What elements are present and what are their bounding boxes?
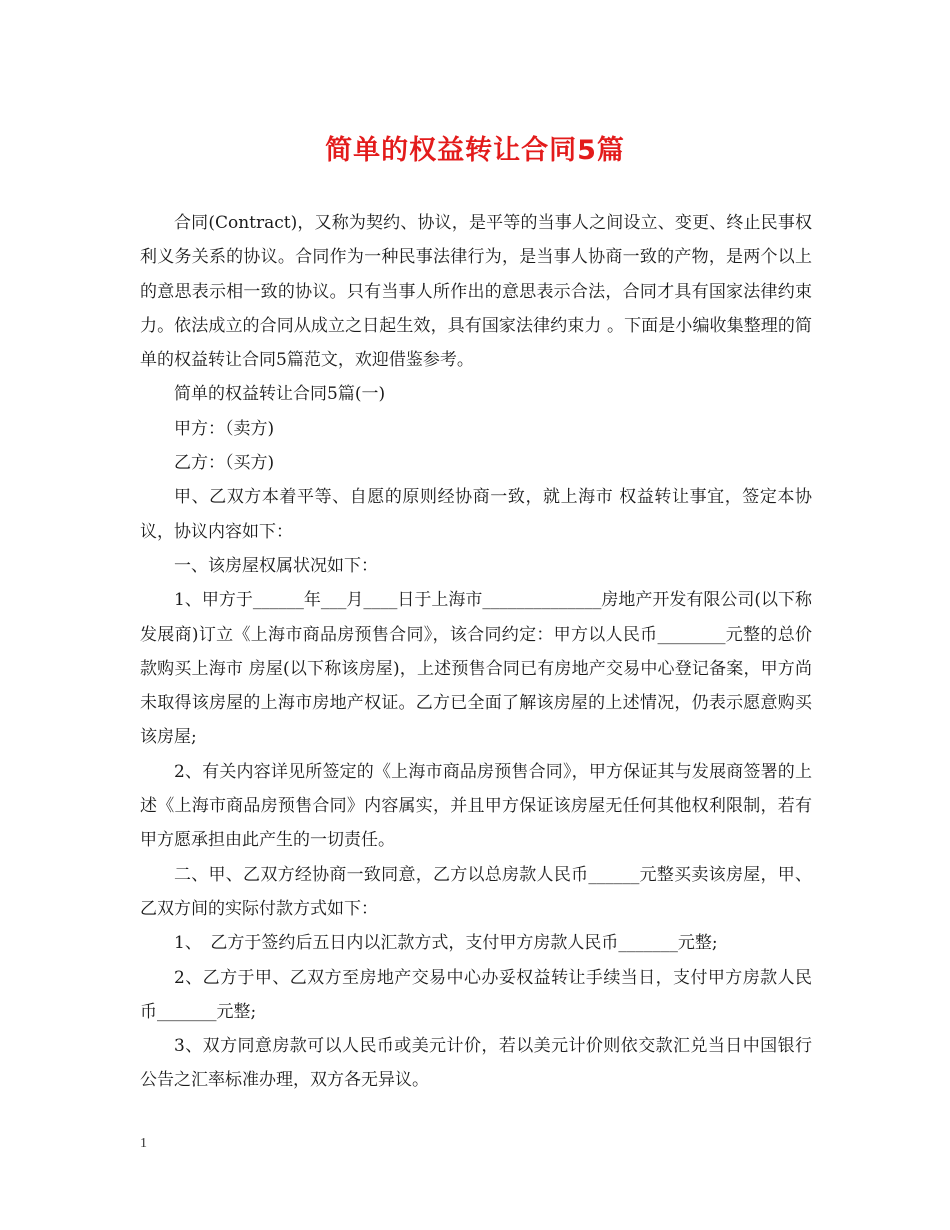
paragraph-intro: 合同(Contract)，又称为契约、协议，是平等的当事人之间设立、变更、终止民事权利义务关系的协议。合同作为一种民事法律行为，是当事人协商一致的产物，是两个以上的意思表示相一致的协议。只有当事人所作出的意思表示合法，合同才具有国家法律约束力。依法成立的合同从成立之日起生效，具有国家法律约束力 。下面是小编收集整理的简单的权益转让合同5篇范文，欢迎借鉴参考。 [140, 213, 812, 371]
paragraph-clause-2-1: 1、 乙方于签约后五日内以汇款方式，支付甲方房款人民币_______元整; [174, 933, 718, 954]
document-title: 简单的权益转让合同5篇 [325, 135, 625, 166]
paragraph-preamble: 甲、乙双方本着平等、自愿的原则经协商一致，就上海市 权益转让事宜，签定本协议，协议内容如下： [140, 487, 812, 542]
paragraph-clause-2-3: 3、双方同意房款可以人民币或美元计价，若以美元计价则依交款汇兑当日中国银行公告之汇率标准办理，双方各无异议。 [140, 1036, 812, 1091]
paragraph-clause-1-1: 1、甲方于______年___月____日于上海市______________房地产开发有限公司(以下称发展商)订立《上海市商品房预售合同》，该合同约定：甲方以人民币________元整的总价款购买上海市 房屋(以下称该房屋)，上述预售合同已有房地产交易中心登记备案，甲方尚未取得该房屋的上海市房地产权证。乙方已全面了解该房屋的上述情况，仍表示愿意购买该房屋; [140, 590, 812, 748]
paragraph-clause-2: 二、甲、乙双方经协商一致同意，乙方以总房款人民币______元整买卖该房屋，甲、乙双方间的实际付款方式如下： [140, 864, 812, 919]
paragraph-party-b: 乙方：（买方) [174, 453, 275, 474]
paragraph-section-heading: 简单的权益转让合同5篇(一) [174, 384, 386, 405]
paragraph-clause-1: 一、该房屋权属状况如下： [174, 555, 378, 576]
paragraph-clause-2-2: 2、乙方于甲、乙双方至房地产交易中心办妥权益转让手续当日，支付甲方房款人民币_______元整; [140, 967, 812, 1022]
paragraph-party-a: 甲方：（卖方) [174, 418, 275, 439]
paragraph-clause-1-2: 2、有关内容详见所签定的《上海市商品房预售合同》，甲方保证其与发展商签署的上述《上海市商品房预售合同》内容属实，并且甲方保证该房屋无任何其他权利限制，若有甲方愿承担由此产生的一切责任。 [140, 761, 812, 851]
page-number: 1 [140, 1136, 147, 1151]
document-body [140, 206, 812, 1098]
